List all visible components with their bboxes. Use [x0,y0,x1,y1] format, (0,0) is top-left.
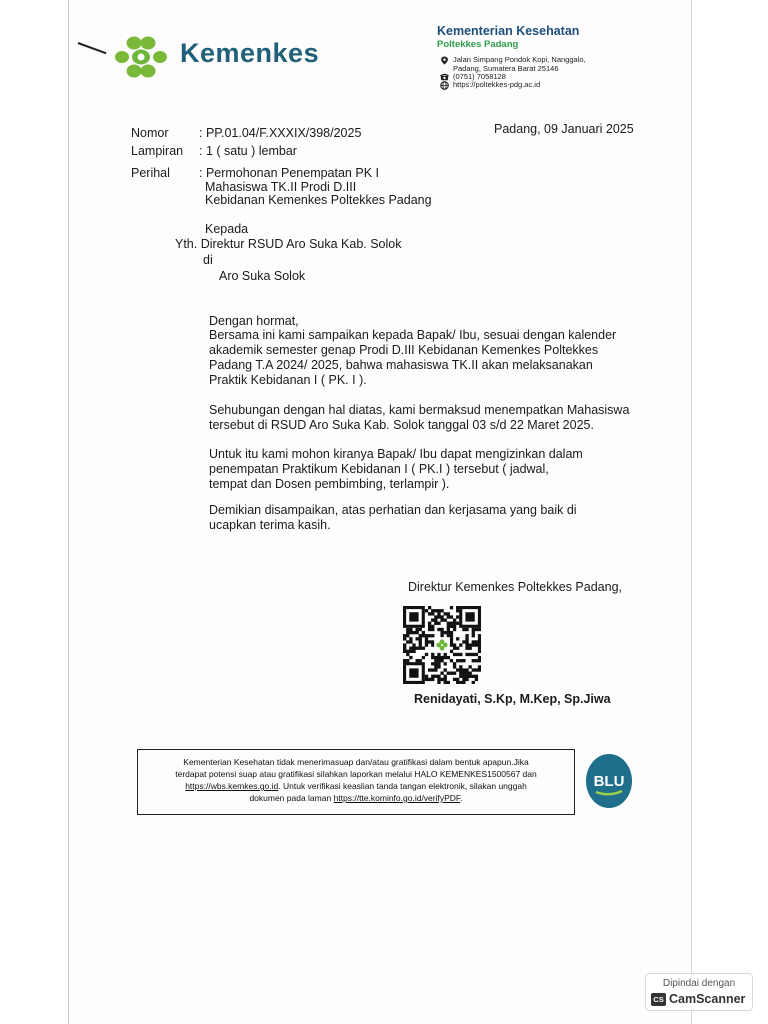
website [440,81,670,90]
paragraph-line: ucapkan terima kasih. [209,518,331,532]
org-title: Kementerian Kesehatan [437,24,580,38]
disclaimer-line-1: Kementerian Kesehatan tidak menerimasuap dan/atau gratifikasi dalam bentuk apapun.Jika [183,757,529,767]
org-subtitle: Poltekkes Padang [437,39,519,50]
paragraph-line: Bersama ini kami sampaikan kepada Bapak/ Ibu, sesuai dengan kalender [209,328,617,342]
address-line-1: Jalan Simpang Pondok Kopi, Nanggalo, [453,55,586,64]
blu-badge-text: BLU [593,773,625,790]
signatory-name: Renidayati, S.Kp, M.Kep, Sp.Jiwa [414,692,611,706]
blu-badge-icon [584,753,634,809]
paragraph-line: tempat dan Dosen pembimbing, terlampir ). [209,477,450,491]
paragraph-line: Untuk itu kami mohon kiranya Bapak/ Ibu dapat mengizinkan dalam [209,447,583,461]
address-line-2: Padang, Sumatera Barat 25146 [453,63,559,73]
phone-number: (0751) 7058128 [453,72,506,81]
globe-icon [440,81,449,90]
org-header [437,24,687,50]
paragraph-4 [209,503,629,533]
lampiran-label: Lampiran [131,144,184,158]
disclaimer-line-4 [148,792,564,804]
greeting: Dengan hormat, [209,314,299,328]
wbs-link[interactable]: https://wbs.kemkes.go.id [185,781,279,791]
paragraph-3 [209,447,629,492]
kemenkes-logo-icon [112,34,174,80]
website-url: https://poltekkes-pdg.ac.id [453,80,541,89]
perihal-line-3: Kebidanan Kemenkes Poltekkes Padang [205,193,432,207]
scanner-caption: Dipindai dengan [662,978,736,989]
disclaimer-line-4-pre: dokumen pada laman [249,793,334,803]
perihal-line-2: Mahasiswa TK.II Prodi D.III [205,180,357,194]
paragraph-1 [209,328,629,388]
paragraph-line: Demikian disampaikan, atas perhatian dan kerjasama yang baik di [209,503,577,517]
recipient-place: Aro Suka Solok [219,269,306,283]
paragraph-2 [209,403,629,433]
qr-code-icon [403,606,481,684]
paragraph-line: tersebut di RSUD Aro Suka Kab. Solok tanggal 03 s/d 22 Maret 2025. [209,418,594,432]
paragraph-line: penempatan Praktikum Kebidanan I ( PK.I ) tersebut ( jadwal, [209,462,549,476]
verify-pdf-link[interactable]: https://tte.kominfo.go.id/verifyPDF [333,793,461,803]
disclaimer-line-3-rest: . Untuk verifikasi keaslian tanda tangan elektronik, silakan unggah [278,781,527,791]
location-pin-icon [440,56,449,65]
nomor-label: Nomor [131,126,169,140]
perihal-label: Perihal [131,166,170,180]
lampiran-value: : 1 ( satu ) lembar [199,144,297,158]
disclaimer-box [137,749,575,815]
camscanner-watermark [645,973,753,1011]
paragraph-line: Sehubungan dengan hal diatas, kami bermaksud menempatkan Mahasiswa [209,403,630,417]
perihal-line-1: : Permohonan Penempatan PK I [199,166,379,180]
disclaimer-line-2: terdapat potensi suap atau gratifikasi silahkan laporkan melalui HALO KEMENKES1500567 dan [175,769,537,779]
nomor-value: : PP.01.04/F.XXXIX/398/2025 [199,126,362,140]
signature-title: Direktur Kemenkes Poltekkes Padang, [408,580,622,594]
kemenkes-wordmark: Kemenkes [180,38,320,68]
recipient-kepada: Kepada [205,222,249,236]
camscanner-logo-icon: CS [651,993,666,1006]
disclaimer-line-3 [148,780,564,792]
paragraph-line: Praktik Kebidanan I ( PK. I ). [209,373,367,387]
disclaimer-line-4-post: . [460,793,463,803]
recipient-di: di [203,253,213,267]
recipient-yth: Yth. Direktur RSUD Aro Suka Kab. Solok [175,237,402,251]
letter-date: Padang, 09 Januari 2025 [494,122,634,136]
paragraph-line: akademik semester genap Prodi D.III Kebidanan Kemenkes Poltekkes [209,343,599,357]
paragraph-line: Padang T.A 2024/ 2025, bahwa mahasiswa TK.II akan melaksanakan [209,358,593,372]
scanner-name: CamScanner [669,992,746,1006]
